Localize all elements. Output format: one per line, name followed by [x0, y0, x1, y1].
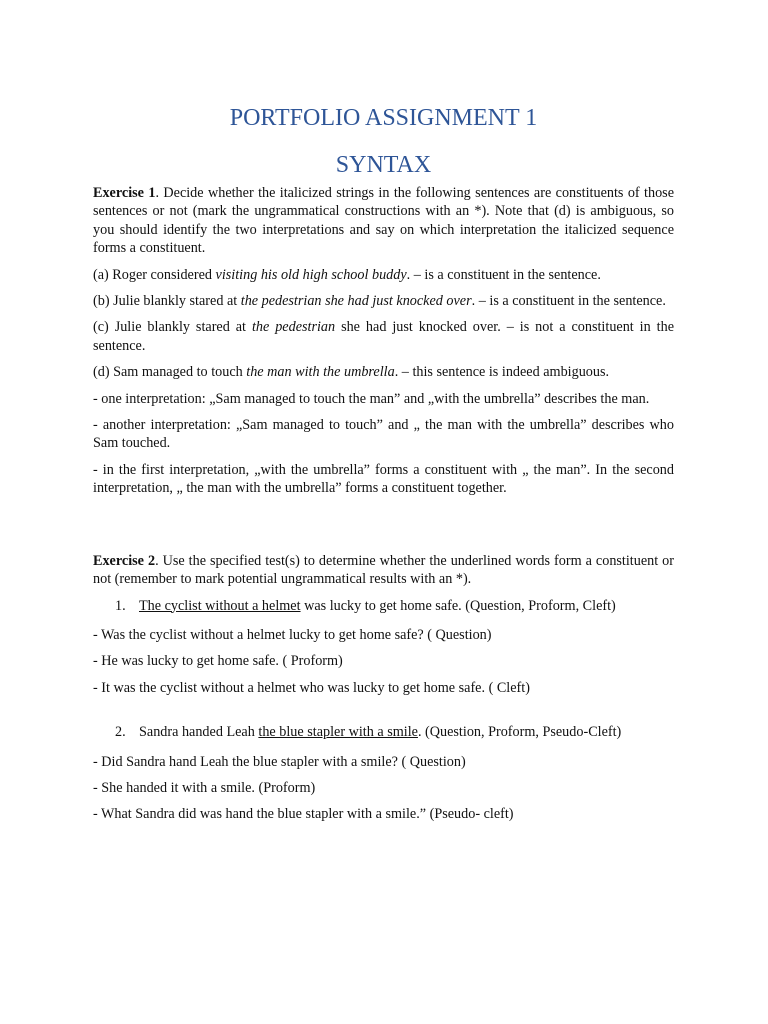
exercise-1-instructions: . Decide whether the italicized strings in the following sentences are constituents of those sentences or not (mark the ungrammatical constructions with an *). Note that (d) is ambiguous, so you should identify the two interpretations and say on which interpretation the italicized sequence forms a constituent. — [93, 185, 674, 257]
exercise-1-label: Exercise 1 — [93, 185, 156, 201]
sentence-a-pre: (a) Roger considered — [93, 266, 216, 283]
sentence-b — [93, 292, 674, 310]
sentence-c-pre: (c) Julie blankly stared at — [93, 319, 252, 336]
item-2-number: 2. — [115, 724, 126, 741]
item-2-answer-proform: - She handed it with a smile. (Proform) — [93, 779, 316, 796]
section-spacer — [93, 506, 674, 552]
item-1-underlined: The cyclist without a helmet — [139, 597, 301, 614]
sentence-c — [93, 318, 674, 355]
item-1-answer-question: - Was the cyclist without a helmet lucky to get home safe? ( Question) — [93, 626, 492, 643]
exercise-1-intro — [93, 184, 674, 258]
interpretation-2: - another interpretation: „Sam managed to touch” and „ the man with the umbrella” describes who Sam touched. — [93, 417, 674, 452]
sentence-a — [93, 266, 674, 284]
exercise-2-intro — [93, 552, 674, 589]
item-1-answer-cleft: - It was the cyclist without a helmet who was lucky to get home safe. ( Cleft) — [93, 679, 530, 696]
item-1-answer-proform: - He was lucky to get home safe. ( Proform) — [93, 653, 343, 670]
sentence-b-pre: (b) Julie blankly stared at — [93, 293, 241, 310]
item-2-answer-pseudo-cleft: - What Sandra did was hand the blue stapler with a smile.” (Pseudo- cleft) — [93, 806, 514, 823]
exercise-2-instructions: . Use the specified test(s) to determine whether the underlined words form a constituent or not (remember to mark potential ungrammatical results with an *). — [93, 552, 675, 588]
exercise-2-item-2 — [93, 723, 674, 741]
sentence-b-italic: the pedestrian she had just knocked over — [240, 293, 472, 310]
interpretation-1: - one interpretation: „Sam managed to touch the man” and „with the umbrella” describes the man. — [93, 390, 650, 407]
item-2-pre: Sandra handed Leah — [139, 724, 259, 741]
sentence-d-italic: the man with the umbrella — [246, 364, 395, 381]
page-title: PORTFOLIO ASSIGNMENT 1 — [229, 105, 538, 131]
item-2-underlined: the blue stapler with a smile — [258, 724, 418, 741]
item-2-answer-question: - Did Sandra hand Leah the blue stapler with a smile? ( Question) — [93, 753, 466, 770]
sentence-b-post: . – is a constituent in the sentence. — [471, 293, 666, 310]
item-2-rest: . (Question, Proform, Pseudo-Cleft) — [417, 724, 622, 741]
item-spacer — [93, 705, 674, 723]
item-1-number: 1. — [115, 597, 126, 614]
sentence-a-italic: visiting his old high school buddy — [215, 266, 407, 283]
sentence-c-post: she had just knocked over. – is not a constituent in the sentence. — [93, 319, 674, 354]
exercise-2-item-1 — [93, 597, 674, 615]
page-subtitle: SYNTAX — [335, 152, 432, 178]
sentence-d-pre: (d) Sam managed to touch — [93, 364, 247, 381]
sentence-a-post: . – is a constituent in the sentence. — [406, 266, 601, 283]
sentence-d-post: . – this sentence is indeed ambiguous. — [394, 364, 610, 381]
interpretation-conclusion: - in the first interpretation, „with the umbrella” forms a constituent with „ the man”. In the second interpretation, „ the man with the umbrella” forms a constituent together. — [93, 461, 674, 497]
exercise-2-label: Exercise 2 — [93, 552, 156, 569]
item-1-rest: was lucky to get home safe. (Question, Proform, Cleft) — [300, 597, 616, 614]
sentence-d — [93, 363, 674, 381]
sentence-c-italic: the pedestrian — [251, 319, 336, 336]
